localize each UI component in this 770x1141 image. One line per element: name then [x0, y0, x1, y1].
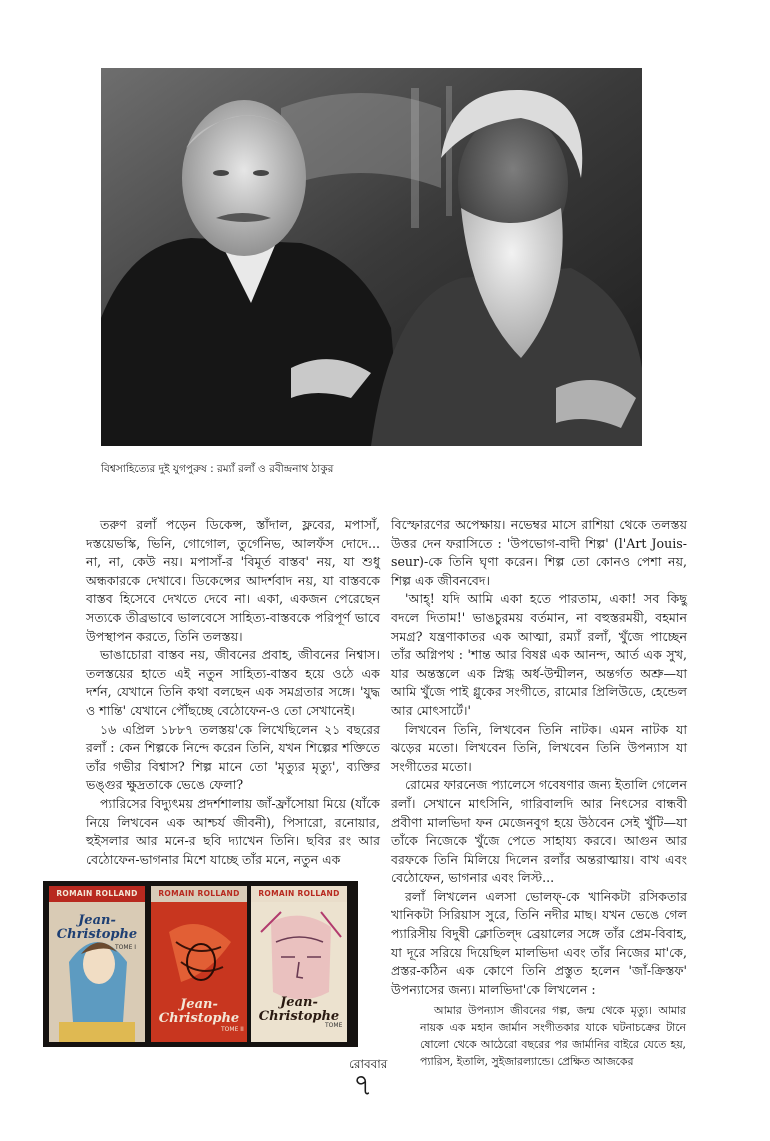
book-cover-tome-2: [151, 886, 247, 1042]
paragraph: বিস্ফোরণের অপেক্ষায়। নভেম্বর মাসে রাশিয়া থেকে তলস্তয় উত্তর দেন ফরাসিতে : 'উপভোগ-বাদী শিল্প' (l'Art Jouis-seur)-কে তিনি ঘৃণা করেন। শিল্প তো কোনও পেশা নয়, শিল্প এক জীবনবেদ।: [391, 517, 687, 588]
book-cover-tome-3: [251, 886, 347, 1042]
book-author: ROMAIN ROLLAND: [49, 886, 145, 902]
photo-rolland-tagore: [101, 68, 642, 446]
book-tome: TOME I: [115, 944, 137, 951]
article-column-left: [86, 516, 380, 869]
paragraph: ১৬ এপ্রিল ১৮৮৭ তলস্তয়'কে লিখেছিলেন ২১ বছরের রলাঁ : কেন শিল্পকে নিন্দে করেন তিনি, যখন শিল্পের শক্তিতে তাঁর গভীর বিশ্বাস? শিল্প মানে তো 'মৃত্যুর মৃত্যু', ব্যক্তির ভঙ্গুর ক্ষুদ্রতাকে ভেঙে ফেলা?: [86, 721, 380, 793]
letter-quote: আমার উপন্যাস জীবনের গল্প, জন্ম থেকে মৃত্যু। আমার নায়ক এক মহান জার্মান সংগীতকার যাকে ঘটনাচক্রের টানে ষোলো থেকে আঠেরো বছরের পর জার্মানির বাইরে যেতে হয়, প্যারিস, ইতালি, সুইজারল্যান্ডে। প্রেক্ষিত আজকের: [420, 1004, 686, 1068]
paragraph: প্যারিসের বিদ্যুৎময় প্রদর্শশালায় জাঁ-ফ্রাঁসোয়া মিয়ে (যাঁকে নিয়ে লিখবেন এক আশ্চর্য জীবনী), পিসারো, রনোয়ার, হুইসলার আর মনে-র ছবি দ্যাখেন তিনি। ছবির রং আর বেঠোফেন-ভাগনার মিশে যাচ্ছে তাঁর মনে, নতুন এক: [86, 795, 380, 867]
paragraph: তরুণ রলাঁ পড়েন ডিকেন্স, স্তাঁদাল, ফ্লবের, মপাসাঁ, দস্তয়েভস্কি, ভিনি, গোগোল, তুর্গেনিভ, আলফঁস দোদে... না, না, কেউ নয়। মপাসাঁ-র 'বিমূর্ত বাস্তব' নয়, যা শুধু অন্ধকারকে দেখাবে। ডিকেন্সের আদর্শবাদ নয়, যা বাস্তবকে বাস্তব হিসেবে দেখতে দেবে না। একা, একজন পেরেছেন সত্যকে তীব্রভাবে ভালবেসে সাহিত্য-বাস্তবকে পরিপূর্ণ ভাবে উপস্থাপন করতে, তিনি তলস্তয়।: [86, 517, 380, 644]
paragraph: রোমের ফারনেজ প্যালেসে গবেষণার জন্য ইতালি গেলেন রলাঁ। সেখানে মাৎসিনি, গারিবালদি আর নিৎসের বান্ধবী প্রবীণা মালভিদা ফন মেজেনবুগ হয়ে উঠবেন সেই খুঁটি—যা তাঁকে নিজেকে খুঁজে পেতে সাহায্য করবে। আগুন আর বরফকে তিনি মিলিয়ে দিলেন রলাঁর অন্তরাত্মায়। বাখ এবং বেঠোফেন, ভাগনার এবং লিস্ট...: [391, 777, 687, 886]
book-title: Jean-Christophe: [56, 913, 138, 942]
book-author: ROMAIN ROLLAND: [151, 886, 247, 902]
book-author: ROMAIN ROLLAND: [251, 886, 347, 902]
book-title: Jean-Christophe: [258, 995, 340, 1024]
article-column-right: [391, 516, 687, 999]
book-title: Jean-Christophe: [158, 997, 240, 1026]
book-tome: TOME: [325, 1022, 343, 1029]
book-covers-photo: [43, 881, 358, 1047]
magazine-name: রোববার: [349, 1057, 388, 1071]
book-tome: TOME II: [221, 1026, 244, 1033]
paragraph: 'আহ্! যদি আমি একা হতে পারতাম, একা! সব কিছু বদলে দিতাম!' ভাঙচুরময় বর্তমান, না বহুস্তরময়ী, বহমান সমগ্র? যন্ত্রণাকাতর এক আত্মা, রম্যাঁ রলাঁ, খুঁজে পাচ্ছেন তাঁর অগ্নিপথ : 'শান্ত আর বিষণ্ণ এক আনন্দ, আর্ত এক সুখ, যার অন্তস্তলে এক স্নিগ্ধ অর্ধ-উন্মীলন, অন্তর্গত অশ্রু—যা আমি খুঁজে পাই গ্লুকের সংগীতে, রামোর প্রিলিউডে, হেন্ডেল আর মোৎসার্টে।': [391, 591, 687, 718]
paragraph: রলাঁ লিখলেন এলসা ভোলফ্-কে খানিকটা রসিকতার খানিকটা সিরিয়াস সুরে, তিনি নদীর মাছ। যখন ভেঙে গেল প্যারিসীয় বিদুষী ক্লোতিল্‌দ ব্রেয়ালের সঙ্গে তাঁর প্রেম-বিবাহ, যা দূরে সরিয়ে দিয়েছিল মালভিদা এবং তাঁর নিজের মা'কে, প্রস্তর-কঠিন এক কোণে তিনি প্রস্তুত হলেন 'জাঁ-ক্রিস্তফ' উপন্যাসের জন্য। মালভিদা'কে লিখলেন :: [391, 888, 687, 997]
page-number: ৭: [353, 1068, 373, 1103]
book-cover-tome-1: [49, 886, 145, 1042]
paragraph: ভাঙাচোরা বাস্তব নয়, জীবনের প্রবাহ, জীবনের নিশ্বাস। তলস্তয়ের হাতে এই নতুন সাহিত্য-বাস্তব হয়ে ওঠে এক দর্শন, যেখানে তিনি কথা বলছেন এক সমগ্রতার সঙ্গে। 'যুদ্ধ ও শান্তি' যেখানে পৌঁছচ্ছে বেঠোফেন-ও তো সেখানেই।: [86, 647, 380, 718]
paragraph: লিখবেন তিনি, লিখবেন তিনি নাটক। এমন নাটক যা ঝড়ের মতো। লিখবেন তিনি, লিখবেন তিনি উপন্যাস যা সংগীতের মতো।: [391, 721, 687, 774]
photo-caption: বিশ্বসাহিত্যের দুই যুগপুরুষ : রম্যাঁ রলাঁ ও রবীন্দ্রনাথ ঠাকুর: [101, 463, 334, 475]
